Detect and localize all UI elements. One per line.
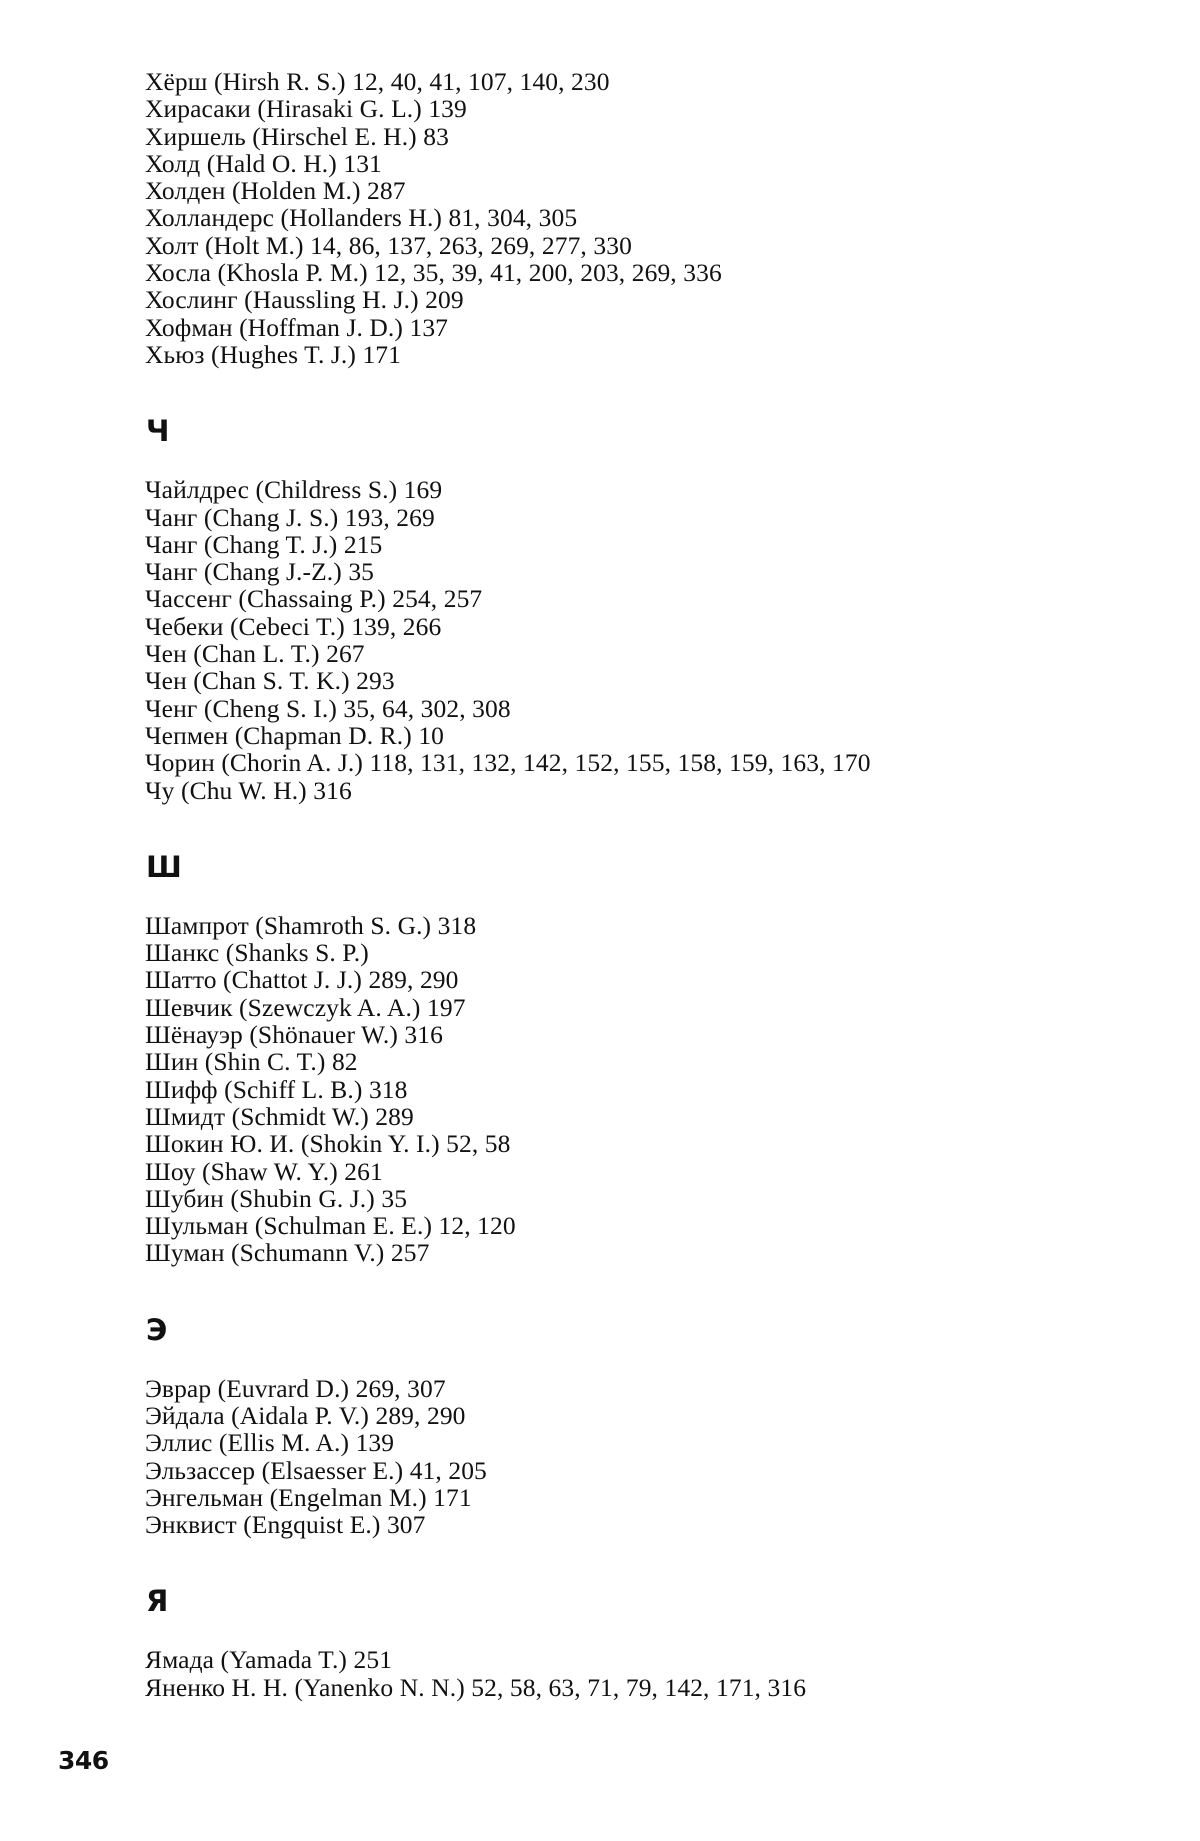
index-entry: Ямада (Yamada T.) 251 xyxy=(145,1645,393,1675)
index-entry: Хослинг (Haussling H. J.) 209 xyxy=(145,285,464,315)
index-entry: Холд (Hald O. H.) 131 xyxy=(145,148,382,178)
index-entry: Чебеки (Cebeci T.) 139, 266 xyxy=(145,611,442,641)
index-entry: Чу (Chu W. H.) 316 xyxy=(145,775,352,805)
section-letter-heading: Э xyxy=(146,1312,168,1347)
index-entry: Шмидт (Schmidt W.) 289 xyxy=(145,1101,414,1131)
index-section-sha xyxy=(145,850,1145,1267)
index-entry: Хофман (Hoffman J. D.) 137 xyxy=(145,312,449,342)
index-section-ya xyxy=(145,1584,1145,1701)
page-number: 346 xyxy=(58,1746,109,1775)
index-entry: Хосла (Khosla P. M.) 12, 35, 39, 41, 200, 203, 269, 336 xyxy=(145,258,722,288)
index-entry: Шёнауэр (Shönauer W.) 316 xyxy=(145,1020,443,1050)
index-entry: Хирасаки (Hirasaki G. L.) 139 xyxy=(145,94,467,124)
index-entry: Шубин (Shubin G. J.) 35 xyxy=(145,1183,408,1213)
index-entry: Чен (Chan L. T.) 267 xyxy=(145,639,365,669)
index-entry: Шульман (Schulman E. E.) 12, 120 xyxy=(145,1211,516,1241)
index-entry: Энгельман (Engelman M.) 171 xyxy=(145,1482,472,1512)
index-entry: Яненко Н. Н. (Yanenko N. N.) 52, 58, 63, 71, 79, 142, 171, 316 xyxy=(145,1672,807,1702)
index-entry: Шатто (Chattot J. J.) 289, 290 xyxy=(145,965,459,995)
index-entry: Чорин (Chorin A. J.) 118, 131, 132, 142, 152, 155, 158, 159, 163, 170 xyxy=(145,748,871,778)
index-entry: Шуман (Schumann V.) 257 xyxy=(145,1238,430,1268)
index-entry: Хьюз (Hughes T. J.) 171 xyxy=(145,339,402,369)
section-letter-heading: Я xyxy=(146,1584,169,1619)
index-entry: Чассенг (Chassaing P.) 254, 257 xyxy=(145,584,483,614)
index-entry: Шин (Shin C. T.) 82 xyxy=(145,1047,358,1077)
index-entry: Чанг (Chang J. S.) 193, 269 xyxy=(145,502,435,532)
index-entry: Эйдала (Aidala P. V.) 289, 290 xyxy=(145,1400,466,1430)
index-entry: Шевчик (Szewczyk A. A.) 197 xyxy=(145,992,466,1022)
index-entry: Хёрш (Hirsh R. S.) 12, 40, 41, 107, 140, 230 xyxy=(145,67,610,96)
index-section-kh xyxy=(145,68,1145,368)
index-entry: Холден (Holden M.) 287 xyxy=(145,176,406,206)
index-entry: Холт (Holt M.) 14, 86, 137, 263, 269, 277, 330 xyxy=(145,230,632,260)
author-index-column xyxy=(145,68,1145,1701)
index-entry: Ченг (Cheng S. I.) 35, 64, 302, 308 xyxy=(145,693,511,723)
index-entry: Хиршель (Hirschel E. H.) 83 xyxy=(145,121,449,151)
index-entry: Чанг (Chang J.-Z.) 35 xyxy=(145,557,375,587)
index-section-e xyxy=(145,1313,1145,1539)
index-entry: Шокин Ю. И. (Shokin Y. I.) 52, 58 xyxy=(145,1129,511,1159)
index-entry: Чепмен (Chapman D. R.) 10 xyxy=(145,720,445,750)
index-entry: Шанкс (Shanks S. P.) xyxy=(145,938,369,968)
section-letter-heading: Ч xyxy=(146,414,170,449)
index-entry: Эльзассер (Elsaesser E.) 41, 205 xyxy=(145,1455,487,1485)
index-entry: Шампрот (Shamroth S. G.) 318 xyxy=(145,910,477,940)
index-entry: Чанг (Chang T. J.) 215 xyxy=(145,529,383,559)
index-entry: Эврар (Euvrard D.) 269, 307 xyxy=(145,1373,446,1403)
section-letter-heading: Ш xyxy=(146,849,182,884)
index-entry: Шифф (Schiff L. B.) 318 xyxy=(145,1074,408,1104)
index-entry: Энквист (Engquist E.) 307 xyxy=(145,1510,426,1540)
index-entry: Холландерс (Hollanders H.) 81, 304, 305 xyxy=(145,203,578,233)
index-entry: Чен (Chan S. T. K.) 293 xyxy=(145,666,395,696)
index-entry: Чайлдрес (Childress S.) 169 xyxy=(145,475,443,505)
index-entry: Шоу (Shaw W. Y.) 261 xyxy=(145,1156,383,1186)
index-section-che xyxy=(145,414,1145,804)
index-entry: Эллис (Ellis M. A.) 139 xyxy=(145,1428,395,1458)
